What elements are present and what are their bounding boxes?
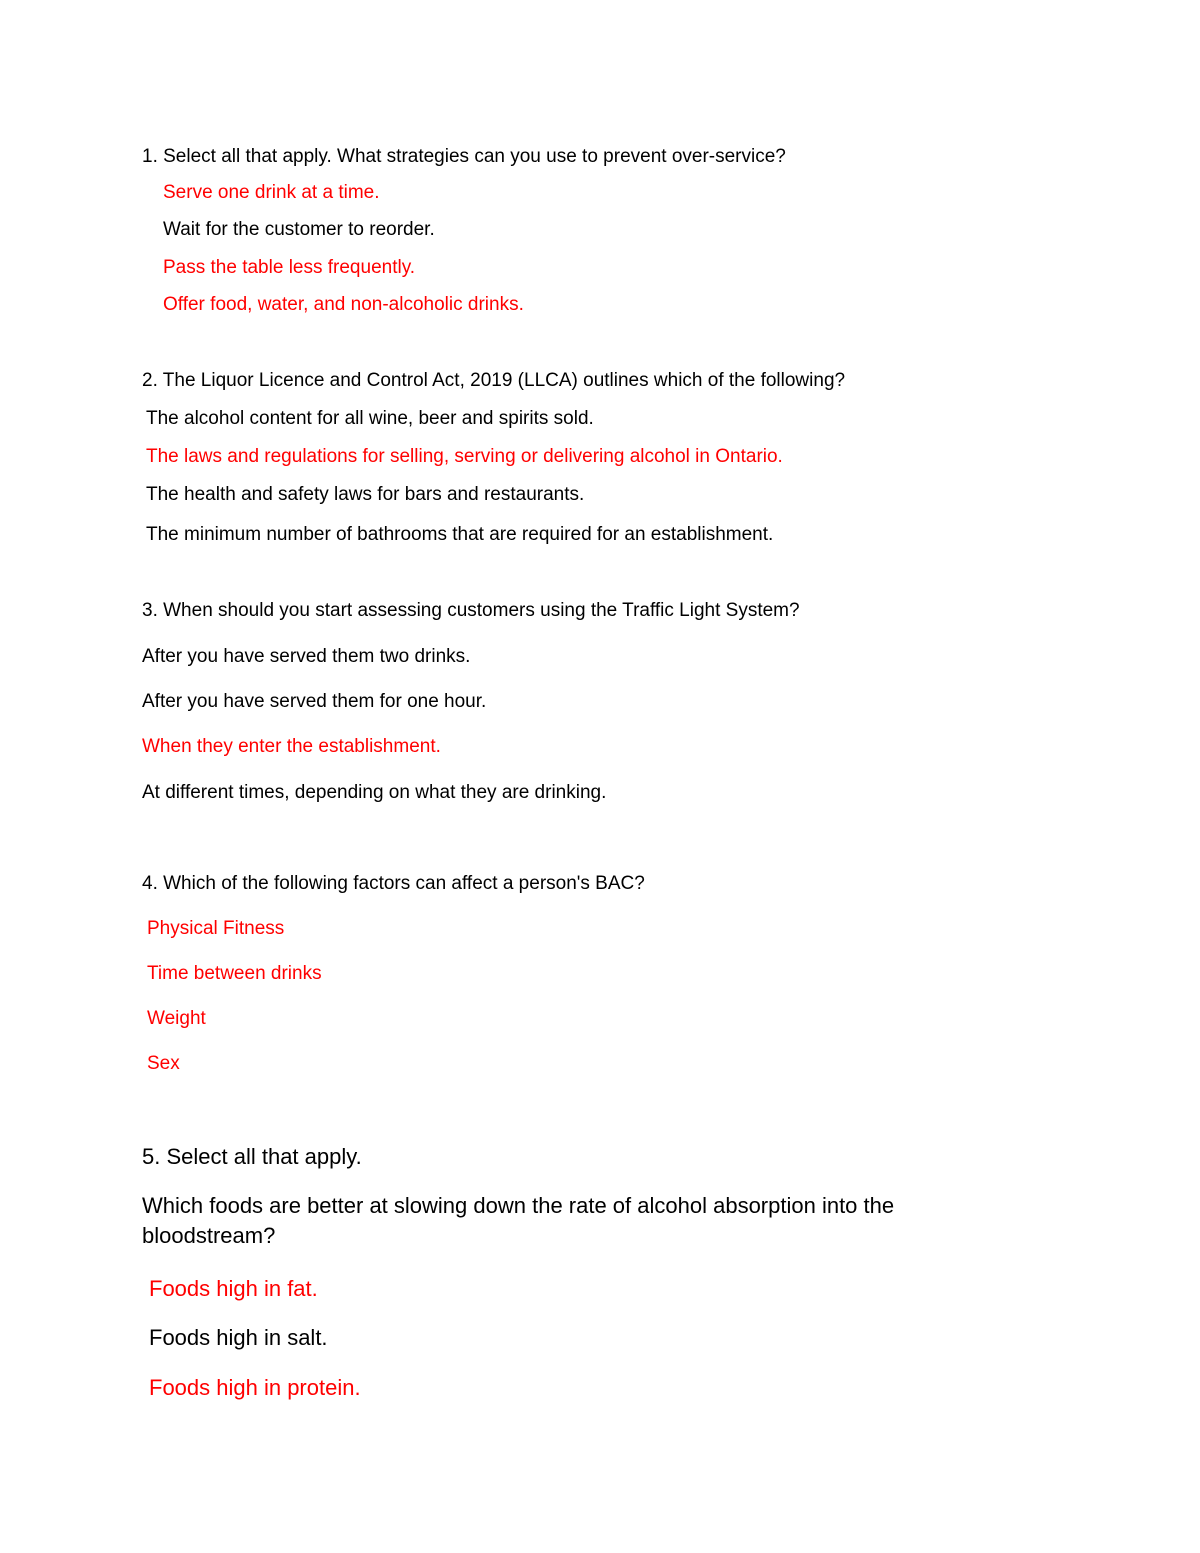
question-3-option-4: At different times, depending on what they are drinking. [142, 782, 607, 803]
question-5-subprompt: Which foods are better at slowing down the rate of alcohol absorption into the bloodstream? [142, 1193, 895, 1248]
question-1-option-1: Serve one drink at a time. [163, 182, 380, 203]
question-3-option-3: When they enter the establishment. [142, 736, 441, 757]
question-3-option-2: After you have served them for one hour. [142, 691, 487, 712]
question-2-option-1: The alcohol content for all wine, beer and spirits sold. [146, 408, 594, 429]
question-2-option-2: The laws and regulations for selling, serving or delivering alcohol in Ontario. [146, 446, 783, 467]
question-1-prompt: 1. Select all that apply. What strategies can you use to prevent over-service? [142, 146, 786, 167]
question-5-option-1: Foods high in fat. [149, 1276, 318, 1301]
question-4-option-1: Physical Fitness [147, 918, 285, 939]
question-2-option-3: The health and safety laws for bars and restaurants. [146, 484, 585, 505]
question-2-option-4: The minimum number of bathrooms that are required for an establishment. [146, 524, 774, 545]
question-5-option-3: Foods high in protein. [149, 1375, 361, 1400]
question-4-option-2: Time between drinks [147, 963, 322, 984]
question-4-prompt: 4. Which of the following factors can affect a person's BAC? [142, 873, 645, 894]
question-1-option-3: Pass the table less frequently. [163, 257, 416, 278]
question-1-option-4: Offer food, water, and non-alcoholic drinks. [163, 294, 524, 315]
question-3-option-1: After you have served them two drinks. [142, 646, 471, 667]
question-5-option-2: Foods high in salt. [149, 1325, 328, 1350]
question-3-prompt: 3. When should you start assessing customers using the Traffic Light System? [142, 600, 800, 621]
question-1-option-2: Wait for the customer to reorder. [163, 219, 435, 240]
question-5-prompt: 5. Select all that apply. [142, 1144, 362, 1169]
question-2-prompt: 2. The Liquor Licence and Control Act, 2019 (LLCA) outlines which of the following? [142, 370, 846, 391]
question-4-option-4: Sex [147, 1053, 180, 1074]
question-4-option-3: Weight [147, 1008, 206, 1029]
